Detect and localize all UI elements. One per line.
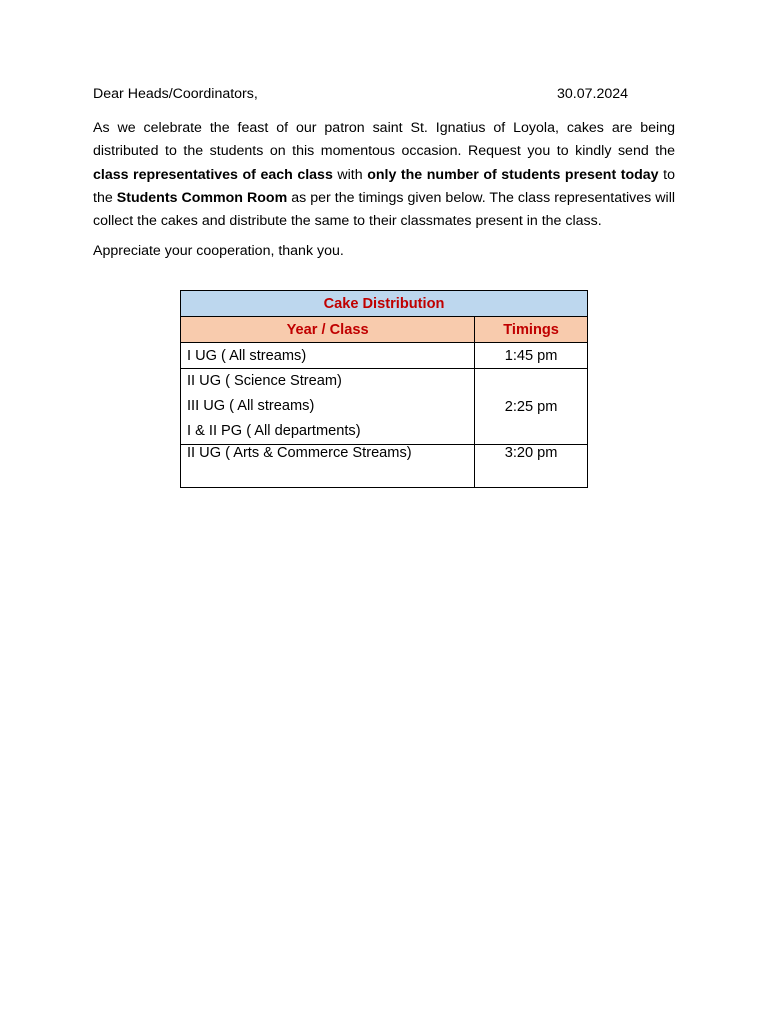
paragraph-bold-text: class representatives of each class [93,166,333,183]
time-cell: 2:25 pm [475,369,588,445]
paragraph-text: As we celebrate the feast of our patron saint St. Ignatius of Loyola, cakes are being distributed to the students on this momentous occasion. Request you to kindly send the [93,120,675,160]
salutation: Dear Heads/Coordinators, [93,86,258,102]
class-cell: II UG ( Arts & Commerce Streams) [181,445,475,488]
table-title-row [181,291,588,317]
table-row [181,445,588,488]
column-header-class: Year / Class [181,317,475,343]
paragraph-text: with [332,166,368,183]
body-paragraph [93,117,675,233]
time-cell: 1:45 pm [475,343,588,369]
letter-date: 30.07.2024 [557,86,629,102]
table-row [181,369,588,445]
table-header-row [181,317,588,343]
table-row [181,343,588,369]
time-cell: 3:20 pm [475,445,588,488]
cake-distribution-table [180,290,588,488]
class-entry: II UG ( Science Stream) [187,373,342,389]
class-cell: I UG ( All streams) [181,343,475,369]
class-entry: I & II PG ( All departments) [187,423,361,439]
paragraph-text: to the [93,166,675,206]
paragraph-text: as per the timings given below. The class representatives will collect the cakes and distribute the same to their classmates present in the class. [93,189,675,230]
table-title: Cake Distribution [181,291,588,317]
paragraph-bold-text: only the number of students present today [367,166,659,183]
class-cell [181,369,475,445]
paragraph-bold-text: Students Common Room [116,189,288,206]
column-header-timings: Timings [475,317,588,343]
class-entry: III UG ( All streams) [187,398,315,414]
closing-line: Appreciate your cooperation, thank you. [93,243,344,259]
